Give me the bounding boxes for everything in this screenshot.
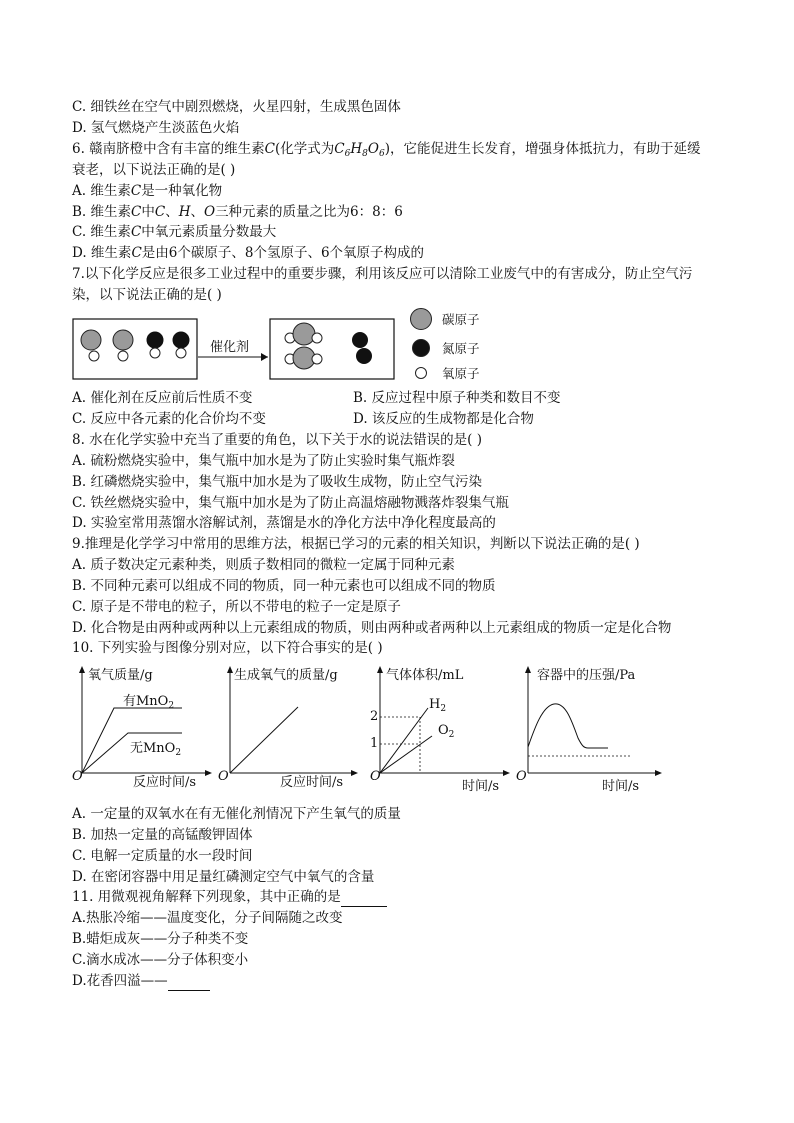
vitamin-symbol: C (131, 245, 142, 261)
vitamin-symbol: C (130, 224, 142, 240)
formula (334, 141, 384, 157)
q6b-t3: 、 (165, 204, 179, 220)
q11-text: 11. 用微观视角解释下列现象，其中正确的是 (72, 889, 341, 905)
graph-a-origin: O (72, 769, 83, 784)
q7-option-a: A. 催化剂在反应前后性质不变 (72, 390, 253, 406)
formula-o: O (367, 141, 379, 157)
q8-option-a: A. 硫粉燃烧实验中，集气瓶中加水是为了防止实验时集气瓶炸裂 (72, 453, 455, 469)
graph-c-xlabel: 时间/s (462, 779, 500, 794)
graph-c-origin: O (370, 769, 381, 784)
vitamin-symbol: C (130, 183, 142, 199)
q6-stem-line2: 衰老，以下说法正确的是( ) (72, 162, 236, 178)
formula-c-count: 6 (344, 149, 351, 159)
q9-option-a: A. 质子数决定元素种类，则质子数相同的微粒一定属于同种元素 (72, 557, 455, 573)
graph-c-tick1: 1 (370, 736, 379, 751)
q6d-t2: 是由6个碳原子、8个氢原子、6个氧原子构成的 (141, 245, 425, 261)
q10-option-b: B. 加热一定量的高锰酸钾固体 (72, 827, 253, 843)
formula-h-count: 8 (362, 149, 368, 159)
q10-option-a: A. 一定量的双氧水在有无催化剂情况下产生氧气的质量 (72, 806, 401, 822)
products-box (270, 319, 394, 379)
formula-h: H (350, 141, 363, 157)
q9-option-c: C. 原子是不带电的粒子，所以不带电的粒子一定是原子 (72, 599, 401, 615)
legend-carbon-label: 碳原子 (442, 312, 480, 327)
q11d-text: D.花香四溢—— (72, 973, 168, 989)
pressure-curve (528, 704, 608, 748)
q10-stem: 10. 下列实验与图像分别对应，以下符合事实的是( ) (72, 640, 383, 656)
atom-legend (410, 308, 530, 390)
nitrogen-atom-icon (412, 339, 430, 357)
q7-option-b: B. 反应过程中原子种类和数目不变 (353, 390, 561, 406)
curve1-sub: 2 (168, 701, 175, 711)
graph-d-origin: O (516, 769, 527, 784)
q7-option-d: D. 该反应的生成物都是化合物 (353, 411, 534, 427)
graph-b-ylabel: 生成氧气的质量/g (234, 668, 338, 683)
h2-line (380, 708, 428, 773)
q7-option-c: C. 反应中各元素的化合价均不变 (72, 411, 266, 427)
q6d-t1: D. 维生素 (72, 245, 132, 261)
q11-stem (72, 887, 387, 907)
o2-sub: 2 (448, 730, 455, 740)
graph-d-xlabel: 时间/s (602, 779, 640, 794)
legend-nitrogen-label: 氮原子 (442, 341, 480, 356)
q6b-t5: 三种元素的质量之比为6：8：6 (215, 204, 403, 220)
q6b-t1: B. 维生素 (72, 204, 132, 220)
legend-oxygen (410, 362, 480, 384)
q6-text-2: (化学式为 (275, 141, 335, 157)
element-c: C (154, 204, 166, 220)
graph-a (72, 660, 222, 800)
q10-option-c: C. 电解一定质量的水一段时间 (72, 848, 253, 864)
catalyst-label: 催化剂 (210, 339, 250, 354)
graph-b-line (230, 707, 298, 773)
curve2-text: 无MnO (130, 741, 176, 756)
q11-answer-blank[interactable] (341, 892, 387, 907)
q8-option-d: D. 实验室常用蒸馏水溶解试剂，蒸馏是水的净化方法中净化程度最高的 (72, 515, 496, 531)
q5-option-c: C. 细铁丝在空气中剧烈燃烧，火星四射，生成黑色固体 (72, 99, 401, 115)
h2-sub: 2 (440, 704, 447, 714)
q6-option-c (72, 222, 276, 242)
formula-c: C (334, 141, 345, 157)
q9-option-b: B. 不同种元素可以组成不同的物质，同一种元素也可以组成不同的物质 (72, 578, 496, 594)
q11-option-b: B.蜡炬成灰——分子种类不变 (72, 931, 249, 947)
legend-oxygen-label: 氧原子 (442, 366, 480, 381)
graph-c-tick2: 2 (370, 709, 379, 724)
q9-option-d: D. 化合物是由两种或两种以上元素组成的物质，则由两种或者两种以上元素组成的物质一定是化合物 (72, 620, 672, 636)
graph-b-xlabel: 反应时间/s (280, 775, 344, 790)
graph-d (516, 660, 672, 800)
graph-c-ylabel: 气体体积/mL (386, 668, 464, 683)
q6c-t1: C. 维生素 (72, 224, 131, 240)
graph-d-ylabel: 容器中的压强/Pa (537, 668, 636, 683)
h2-text: H (429, 697, 441, 712)
q8-option-c: C. 铁丝燃烧实验中，集气瓶中加水是为了防止高温熔融物溅落炸裂集气瓶 (72, 495, 509, 511)
o2-text: O (438, 723, 449, 738)
q6b-t2: 中 (141, 204, 155, 220)
q7-stem-line2: 染，以下说法正确的是( ) (72, 287, 222, 303)
graph-c (370, 660, 520, 800)
q6-option-d (72, 243, 424, 263)
q11-option-d (72, 971, 210, 991)
q5-option-d: D. 氢气燃烧产生淡蓝色火焰 (72, 120, 240, 136)
graph-a-curve2-label (130, 737, 181, 758)
q6a-t2: 是一种氧化物 (141, 183, 223, 199)
q11-option-c: C.滴水成冰——分子体积变小 (72, 952, 249, 968)
legend-nitrogen (410, 337, 480, 359)
graph-b-origin: O (218, 769, 229, 784)
formula-o-count: 6 (378, 149, 385, 159)
q6a-t1: A. 维生素 (72, 183, 131, 199)
q7-stem-line1: 7.以下化学反应是很多工业过程中的重要步骤，利用该反应可以清除工业废气中的有害成分，防止空气污 (72, 266, 693, 282)
q6-text: 6. 赣南脐橙中含有丰富的维生素 (72, 141, 265, 157)
curve2-sub: 2 (175, 748, 182, 758)
q9-stem: 9.推理是化学学习中常用的思维方法，根据已学习的元素的相关知识，判断以下说法正确的是( ) (72, 536, 640, 552)
q8-stem: 8. 水在化学实验中充当了重要的角色，以下关于水的说法错误的是( ) (72, 432, 482, 448)
carbon-atom-icon (410, 308, 432, 330)
legend-carbon (410, 308, 480, 330)
q6-option-a (72, 181, 222, 201)
graph-a-curve1-label (123, 690, 174, 711)
q6b-t4: 、 (190, 204, 204, 220)
h2-label (429, 697, 446, 714)
q8-option-b: B. 红磷燃烧实验中，集气瓶中加水是为了吸收生成物，防止空气污染 (72, 474, 483, 490)
q10-graphs (72, 660, 672, 800)
oxygen-atom-icon (415, 367, 427, 379)
curve1-text: 有MnO (123, 694, 169, 709)
vitamin-symbol: C (131, 204, 142, 220)
vitamin-symbol: C (264, 141, 276, 157)
graph-a-xlabel: 反应时间/s (133, 775, 197, 790)
q10-option-d: D. 在密闭容器中用足量红磷测定空气中氧气的含量 (72, 869, 375, 885)
graph-a-ylabel: 氧气质量/g (88, 668, 153, 683)
graph-b (218, 660, 368, 800)
q11d-answer-blank[interactable] (168, 976, 210, 991)
q11-option-a: A.热胀冷缩——温度变化，分子间隔随之改变 (72, 910, 343, 926)
q6-option-b (72, 202, 403, 222)
o2-label (438, 723, 454, 740)
arrow-head (261, 353, 268, 361)
q6c-t2: 中氧元素质量分数最大 (141, 224, 277, 240)
o2-line (380, 736, 432, 773)
element-o: O (203, 204, 216, 220)
element-h: H (178, 204, 191, 220)
q6-text-3: )，它能促进生长发育，增强身体抵抗力，有助于延缓 (384, 141, 701, 157)
